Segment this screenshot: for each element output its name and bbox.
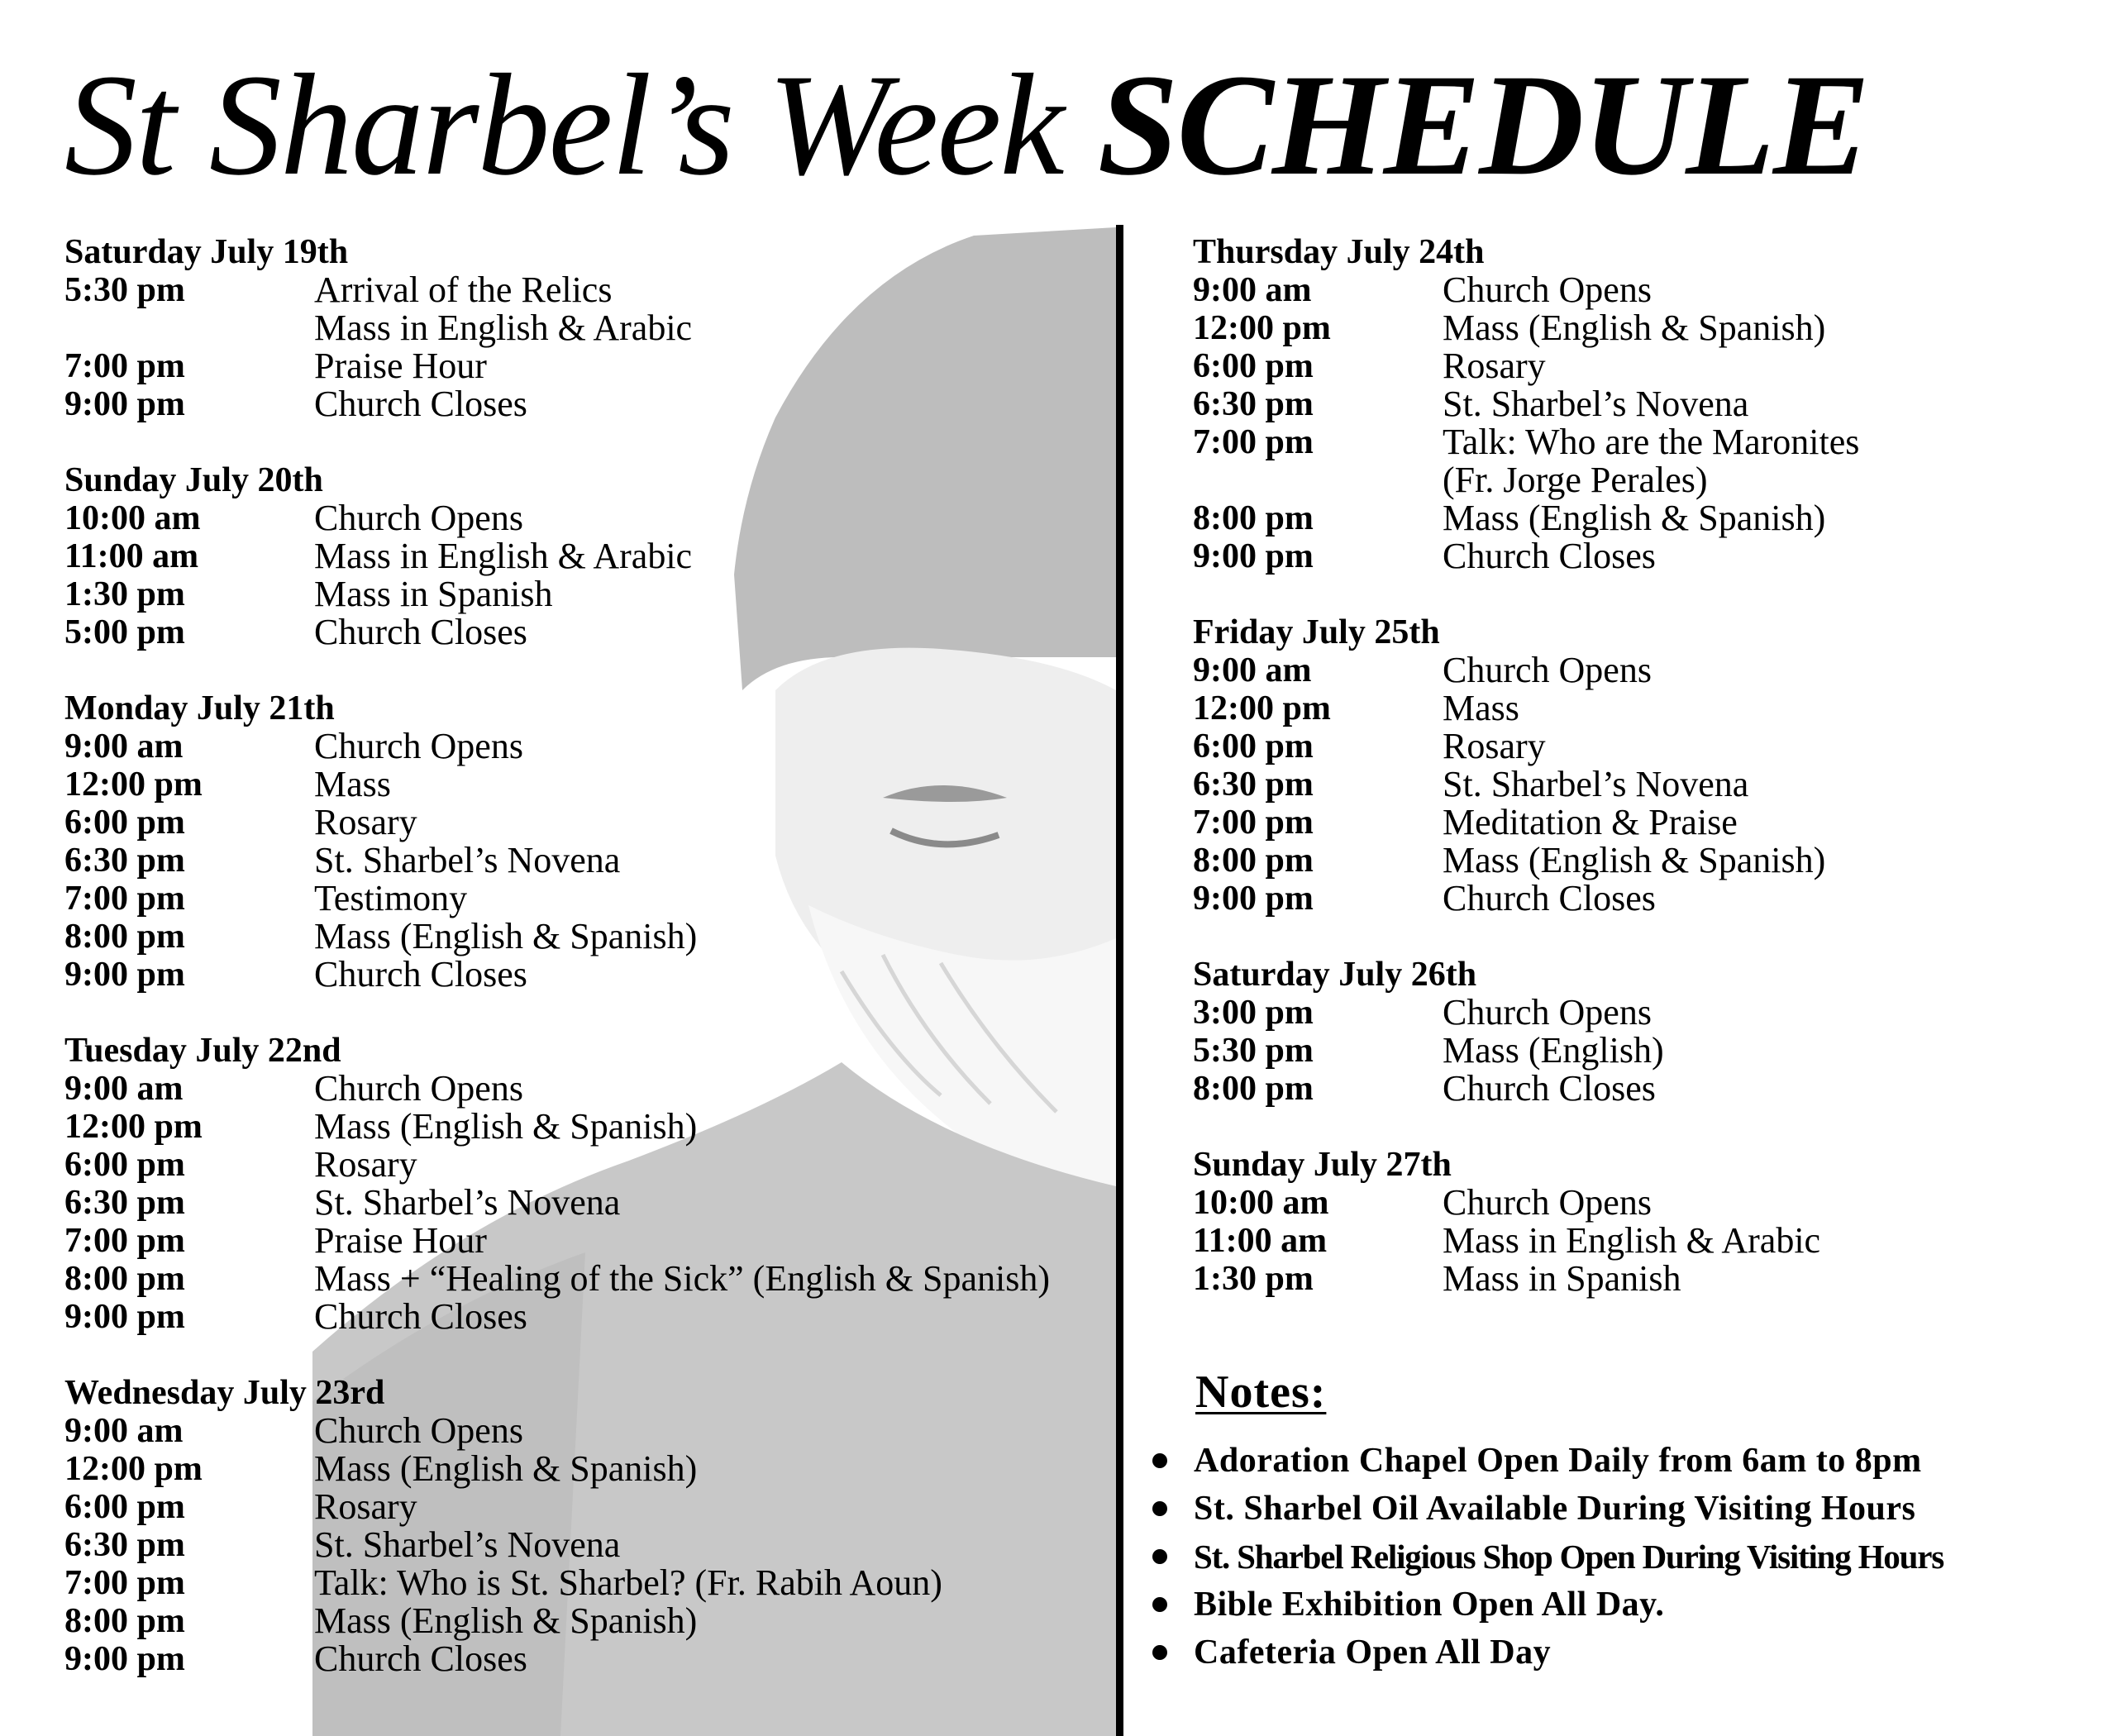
schedule-row [1193,1222,2094,1260]
event-description: Rosary [1443,726,1546,766]
event-description: St. Sharbel’s Novena [314,840,621,880]
schedule-row [1193,537,2094,575]
event-description: St. Sharbel’s Novena [1443,764,1749,804]
schedule-row [64,918,1106,956]
schedule-row [64,575,1106,613]
schedule-row [1193,651,2094,689]
event-description: Rosary [314,1144,417,1185]
schedule-row [64,765,1106,804]
event-description: Mass in Spanish [1443,1258,1681,1299]
note-text: Bible Exhibition Open All Day. [1194,1586,1665,1624]
day-block [1193,1146,2094,1298]
event-time: 8:00 pm [1193,499,1314,537]
event-description: Mass [1443,688,1519,728]
notes-list [1149,1437,2091,1676]
schedule-row [1193,347,2094,385]
event-description: Praise Hour [314,1220,487,1261]
event-time: 7:00 pm [64,1564,185,1602]
schedule-row [64,271,1106,309]
bullet-icon [1152,1597,1167,1612]
event-time: 11:00 am [64,537,199,575]
event-time: 6:00 pm [64,804,185,842]
event-description: Church Opens [1443,1182,1652,1223]
event-description: Mass in English & Arabic [1443,1220,1821,1261]
event-time: 9:00 pm [64,1640,185,1678]
day-heading: Monday July 21th [64,689,335,727]
event-time: 5:30 pm [64,271,185,309]
event-time: 9:00 pm [64,385,185,423]
event-description: Church Opens [1443,992,1652,1033]
event-time: 9:00 am [64,1412,184,1450]
event-description: Church Closes [1443,878,1656,918]
event-description: St. Sharbel’s Novena [314,1182,621,1223]
event-time: 5:00 pm [64,613,185,651]
event-description: Mass (English & Spanish) [314,916,698,956]
event-time: 10:00 am [1193,1184,1329,1222]
schedule-row [1193,423,2094,461]
event-time: 5:30 pm [1193,1032,1314,1070]
event-time: 9:00 am [1193,271,1312,309]
event-time: 9:00 pm [64,956,185,994]
schedule-row [64,880,1106,918]
schedule-row [1193,309,2094,347]
event-time: 8:00 pm [64,1260,185,1298]
day-heading: Tuesday July 22nd [64,1032,341,1070]
event-time: 8:00 pm [64,1602,185,1640]
event-description: Praise Hour [314,346,487,386]
event-time: 9:00 pm [1193,537,1314,575]
event-description: Rosary [1443,346,1546,386]
day-heading: Saturday July 26th [1193,956,1477,994]
bullet-icon [1152,1453,1167,1468]
event-description: Church Closes [314,384,527,424]
event-description: Mass (English & Spanish) [314,1600,698,1641]
event-description: Mass in Spanish [314,574,553,614]
bullet-icon [1152,1645,1167,1660]
schedule-row [64,1488,1106,1526]
day-heading: Wednesday July 23rd [64,1374,385,1412]
note-item [1149,1629,2091,1676]
note-item [1149,1437,2091,1485]
schedule-row [1193,689,2094,727]
event-time [1193,461,1443,499]
event-description: Church Opens [314,1068,523,1109]
schedule-left-column [64,233,1106,1716]
schedule-row [64,1602,1106,1640]
event-time: 6:00 pm [1193,727,1314,765]
event-description: Mass (English & Spanish) [1443,840,1826,880]
title-part-2: SCHEDULE [1097,45,1869,206]
event-description: Meditation & Praise [1443,802,1738,842]
event-time: 10:00 am [64,499,201,537]
event-time: 12:00 pm [1193,689,1331,727]
event-description: Mass (English) [1443,1030,1664,1071]
schedule-row [64,1450,1106,1488]
event-description: St. Sharbel’s Novena [314,1524,621,1565]
event-description: Church Closes [314,1638,527,1679]
event-time: 1:30 pm [64,575,185,613]
day-block [64,1374,1106,1678]
note-text: Cafeteria Open All Day [1194,1633,1552,1672]
schedule-row [64,309,1106,347]
event-time: 9:00 pm [64,1298,185,1336]
day-block [1193,233,2094,575]
schedule-row [64,956,1106,994]
schedule-row [64,613,1106,651]
event-description: Church Opens [1443,269,1652,310]
schedule-row [1193,880,2094,918]
schedule-row [64,1564,1106,1602]
event-time: 8:00 pm [1193,1070,1314,1108]
event-description: Mass + “Healing of the Sick” (English & Spanish) [314,1258,1051,1299]
note-item [1149,1581,2091,1629]
event-time: 6:30 pm [1193,385,1314,423]
day-heading: Saturday July 19th [64,233,349,271]
schedule-row [1193,461,2094,499]
day-block [64,1032,1106,1336]
column-divider [1116,225,1123,1736]
schedule-row [64,804,1106,842]
schedule-row [64,499,1106,537]
event-description: Talk: Who are the Maronites [1443,422,1860,462]
notes-section [1149,1366,2091,1676]
note-text: Adoration Chapel Open Daily from 6am to 8pm [1194,1442,1922,1480]
event-description: Mass (English & Spanish) [314,1448,698,1489]
event-time: 11:00 am [1193,1222,1328,1260]
event-description: Mass (English & Spanish) [1443,308,1826,348]
event-time: 12:00 pm [64,765,203,804]
schedule-row [1193,1260,2094,1298]
day-heading: Friday July 25th [1193,613,1440,651]
event-description: Mass in English & Arabic [314,536,693,576]
title-part-1: St Sharbel’s Week [64,45,1063,206]
event-time [64,309,314,347]
schedule-row [64,385,1106,423]
event-description: Rosary [314,802,417,842]
schedule-row [64,1070,1106,1108]
event-time: 6:00 pm [1193,347,1314,385]
day-heading: Thursday July 24th [1193,233,1485,271]
event-description: Mass in English & Arabic [314,308,693,348]
bullet-icon [1152,1549,1167,1564]
day-block [64,233,1106,423]
event-description: (Fr. Jorge Perales) [1443,460,1708,500]
schedule-row [64,1184,1106,1222]
event-time: 12:00 pm [1193,309,1331,347]
event-time: 7:00 pm [1193,423,1314,461]
schedule-row [64,1260,1106,1298]
event-time: 9:00 pm [1193,880,1314,918]
schedule-row [1193,499,2094,537]
event-time: 6:30 pm [64,1526,185,1564]
day-heading: Sunday July 20th [64,461,323,499]
event-description: Church Closes [314,954,527,994]
event-time: 8:00 pm [1193,842,1314,880]
schedule-row [64,1146,1106,1184]
schedule-row [1193,1032,2094,1070]
schedule-row [1193,994,2094,1032]
event-description: St. Sharbel’s Novena [1443,384,1749,424]
event-time: 6:30 pm [64,1184,185,1222]
event-description: Church Opens [314,726,523,766]
day-heading: Sunday July 27th [1193,1146,1452,1184]
event-description: Church Opens [314,498,523,538]
bullet-icon [1152,1501,1167,1516]
event-time: 9:00 am [64,1070,184,1108]
schedule-row [64,842,1106,880]
schedule-row [64,1108,1106,1146]
event-description: Rosary [314,1486,417,1527]
event-description: Testimony [314,878,468,918]
schedule-row [1193,1070,2094,1108]
day-block [1193,613,2094,918]
schedule-row [64,537,1106,575]
event-time: 9:00 am [1193,651,1312,689]
event-time: 7:00 pm [64,347,185,385]
schedule-row [64,727,1106,765]
event-time: 7:00 pm [64,880,185,918]
schedule-row [1193,271,2094,309]
notes-title: Notes: [1195,1366,1327,1418]
event-time: 7:00 pm [1193,804,1314,842]
schedule-row [1193,842,2094,880]
day-block [64,689,1106,994]
event-time: 8:00 pm [64,918,185,956]
schedule-row [64,1222,1106,1260]
event-time: 12:00 pm [64,1108,203,1146]
event-description: Arrival of the Relics [314,269,613,310]
event-description: Church Opens [314,1410,523,1451]
event-time: 6:30 pm [1193,765,1314,804]
event-description: Talk: Who is St. Sharbel? (Fr. Rabih Aoun) [314,1562,942,1603]
event-time: 12:00 pm [64,1450,203,1488]
event-description: Church Closes [1443,1068,1656,1109]
day-block [1193,956,2094,1108]
day-block [64,461,1106,651]
event-time: 7:00 pm [64,1222,185,1260]
schedule-row [1193,804,2094,842]
event-time: 6:00 pm [64,1146,185,1184]
note-text: St. Sharbel Religious Shop Open During Visiting Hours [1194,1538,1943,1576]
event-time: 1:30 pm [1193,1260,1314,1298]
event-description: Mass (English & Spanish) [1443,498,1826,538]
event-time: 6:30 pm [64,842,185,880]
schedule-row [64,1640,1106,1678]
event-description: Mass [314,764,391,804]
schedule-row [1193,1184,2094,1222]
note-text: St. Sharbel Oil Available During Visiting Hours [1194,1490,1916,1528]
event-description: Church Closes [314,1296,527,1337]
schedule-row [64,1526,1106,1564]
event-description: Church Closes [314,612,527,652]
event-description: Church Closes [1443,536,1656,576]
note-item [1149,1533,2091,1581]
event-description: Mass (English & Spanish) [314,1106,698,1147]
schedule-right-column [1193,233,2094,1336]
event-time: 6:00 pm [64,1488,185,1526]
note-item [1149,1485,2091,1533]
event-time: 9:00 am [64,727,184,765]
page-title [64,43,2065,208]
schedule-row [1193,727,2094,765]
schedule-row [64,1298,1106,1336]
schedule-row [64,347,1106,385]
schedule-row [1193,765,2094,804]
schedule-row [64,1412,1106,1450]
event-time: 3:00 pm [1193,994,1314,1032]
schedule-row [1193,385,2094,423]
event-description: Church Opens [1443,650,1652,690]
